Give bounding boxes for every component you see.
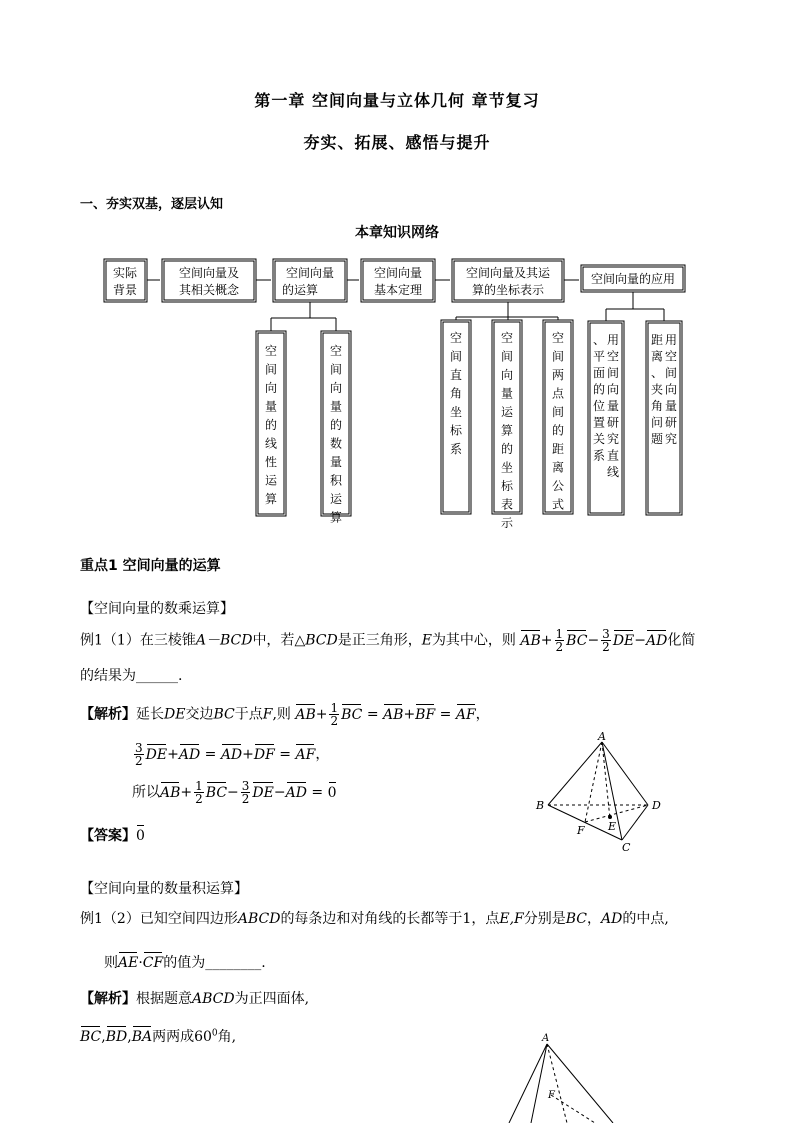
topic-scalar-mult: 【空间向量的数乘运算】 bbox=[80, 601, 234, 617]
key-point-heading: 重点1 空间向量的运算 bbox=[80, 558, 221, 574]
col-coordinate-operation: 空间向量运算的坐标表示 bbox=[500, 331, 514, 530]
box-concept-l1: 空间向量及 bbox=[178, 266, 240, 280]
topic-dot-product: 【空间向量的数量积运算】 bbox=[80, 881, 248, 897]
box-operation-l2: 的运算 bbox=[281, 283, 319, 297]
box-theorem-l1: 空间向量 bbox=[373, 266, 423, 280]
box-coord-l1: 空间向量及其运 bbox=[465, 266, 551, 280]
example-1-1-line2: 的结果为______. bbox=[80, 668, 183, 684]
col-coordinate-system: 空间直角坐标系 bbox=[449, 331, 463, 456]
example-1-2-line1: 例1（2）已知空间四边形ABCD的每条边和对角线的长都等于1，点E,F分别是BC，AD的中点, bbox=[80, 911, 669, 927]
label-d: D bbox=[652, 799, 661, 812]
col-position-relation: 用空间向量研究直线、平面的位置关系 bbox=[592, 333, 620, 479]
col-distance-angle: 用空间向量研究距离、夹角问题 bbox=[650, 333, 678, 446]
knowledge-network-diagram bbox=[0, 0, 794, 530]
box-operation-l1: 空间向量 bbox=[285, 266, 335, 280]
section-heading: 一、夯实双基，逐层认知 bbox=[80, 197, 224, 212]
solution-1-2-line1: 【解析】根据题意ABCD为正四面体, bbox=[80, 991, 310, 1007]
label-a: A bbox=[598, 730, 606, 743]
solution-1-2-line2: BC,BD,BA两两成$60^0$角, bbox=[80, 1028, 237, 1045]
tetrahedron-figure-2 bbox=[495, 1030, 635, 1123]
col-linear-operation: 空间向量的线性运算 bbox=[264, 344, 278, 506]
tetrahedron-figure-1 bbox=[520, 730, 670, 855]
label-c: C bbox=[622, 841, 631, 854]
example-1-2-line2: 则AE·CF的值为________. bbox=[104, 955, 266, 971]
page-title: 第一章 空间向量与立体几何 章节复习 bbox=[254, 91, 540, 110]
example-1-1-line1: 例1（1）在三棱锥A－BCD中，若△BCD是正三角形，E为其中心，则 AB+ $\frac{1}{2}$ BC− $\frac{3}{2}$ DE−AD化简 bbox=[80, 627, 696, 654]
box-coord-l2: 算的坐标表示 bbox=[471, 283, 545, 297]
box-shiji-l2: 背景 bbox=[112, 283, 138, 297]
box-theorem-l2: 基本定理 bbox=[373, 283, 423, 297]
solution-1-1-line2: $\frac{3}{2}$ DE+AD = AD+DF = AF， bbox=[135, 741, 330, 768]
label-f: F bbox=[577, 824, 585, 837]
box-concept-l2: 其相关概念 bbox=[178, 283, 240, 297]
solution-1-1-line3: 所以AB+ $\frac{1}{2}$ BC− $\frac{3}{2}$ DE−AD = 0 bbox=[132, 779, 337, 806]
answer-1-1: 【答案】0 bbox=[80, 828, 145, 844]
network-title: 本章知识网络 bbox=[355, 225, 439, 241]
page-subtitle: 夯实、拓展、感悟与提升 bbox=[303, 133, 491, 152]
label-b: B bbox=[536, 799, 545, 812]
solution-1-1-line1: 【解析】延长DE交边BC于点F,则 AB+ $\frac{1}{2}$ BC = AB+BF = AF， bbox=[80, 701, 490, 728]
col-distance-formula: 空间两点间的距离公式 bbox=[551, 331, 565, 512]
box-shiji-l1: 实际 bbox=[112, 266, 138, 280]
col-dot-product-operation: 空间向量的数量积运算 bbox=[329, 344, 343, 525]
label-f-2: F bbox=[548, 1090, 555, 1101]
box-application: 空间向量的应用 bbox=[590, 272, 676, 286]
label-e: E bbox=[608, 820, 617, 833]
label-a-2: A bbox=[542, 1033, 550, 1044]
